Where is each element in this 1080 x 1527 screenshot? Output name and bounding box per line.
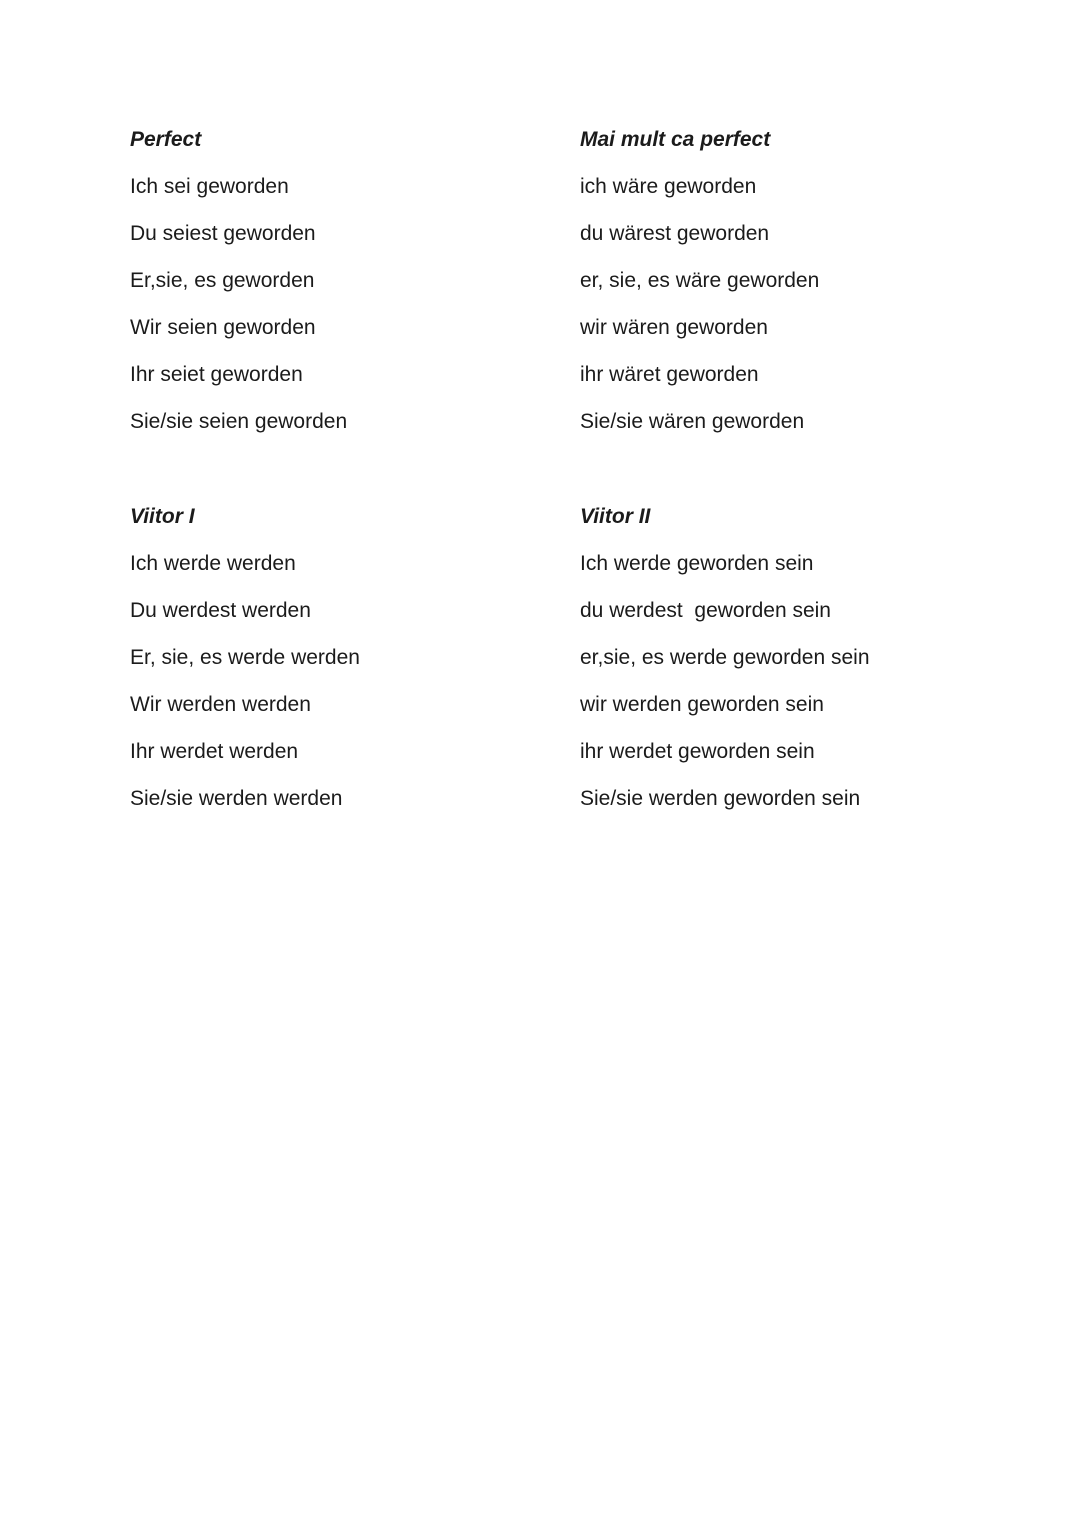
- conjugation-line: Sie/sie werden geworden sein: [580, 787, 861, 810]
- conjugation-line: Er, sie, es werde werden: [130, 646, 360, 669]
- conjugation-line: Sie/sie wären geworden: [580, 410, 805, 433]
- conjugation-line: wir wären geworden: [580, 316, 768, 339]
- section-heading-mai-mult-ca-perfect: Mai mult ca perfect: [580, 128, 771, 151]
- conjugation-line: Er,sie, es geworden: [130, 269, 315, 292]
- conjugation-line: ich wäre geworden: [580, 175, 757, 198]
- conjugation-line: er, sie, es wäre geworden: [580, 269, 820, 292]
- conjugation-line: Du werdest werden: [130, 599, 311, 622]
- conjugation-line: du werdest geworden sein: [580, 599, 831, 622]
- conjugation-line: er,sie, es werde geworden sein: [580, 646, 870, 669]
- conjugation-line: Sie/sie werden werden: [130, 787, 343, 810]
- conjugation-line: ihr werdet geworden sein: [580, 740, 815, 763]
- section-heading-perfect: Perfect: [130, 128, 202, 151]
- conjugation-line: Du seiest geworden: [130, 222, 316, 245]
- column-perfect: [130, 116, 580, 445]
- conjugation-line: Wir seien geworden: [130, 316, 316, 339]
- conjugation-line: Wir werden werden: [130, 693, 311, 716]
- conjugation-line: Ihr seiet geworden: [130, 363, 303, 386]
- conjugation-line: Ich sei geworden: [130, 175, 289, 198]
- column-viitor-1: [130, 493, 580, 822]
- conjugation-line: du wärest geworden: [580, 222, 770, 245]
- conjugation-line: Sie/sie seien geworden: [130, 410, 348, 433]
- section-viitor-row: [130, 493, 1040, 822]
- section-heading-viitor-2: Viitor II: [580, 505, 651, 528]
- column-mai-mult-ca-perfect: [580, 116, 1040, 445]
- conjugation-content: [130, 116, 1040, 822]
- conjugation-line: ihr wäret geworden: [580, 363, 759, 386]
- conjugation-line: Ihr werdet werden: [130, 740, 299, 763]
- conjugation-line: wir werden geworden sein: [580, 693, 824, 716]
- conjugation-line: Ich werde werden: [130, 552, 296, 575]
- conjugation-line: Ich werde geworden sein: [580, 552, 814, 575]
- column-viitor-2: [580, 493, 1040, 822]
- section-heading-viitor-1: Viitor I: [130, 505, 195, 528]
- section-perfect-row: [130, 116, 1040, 445]
